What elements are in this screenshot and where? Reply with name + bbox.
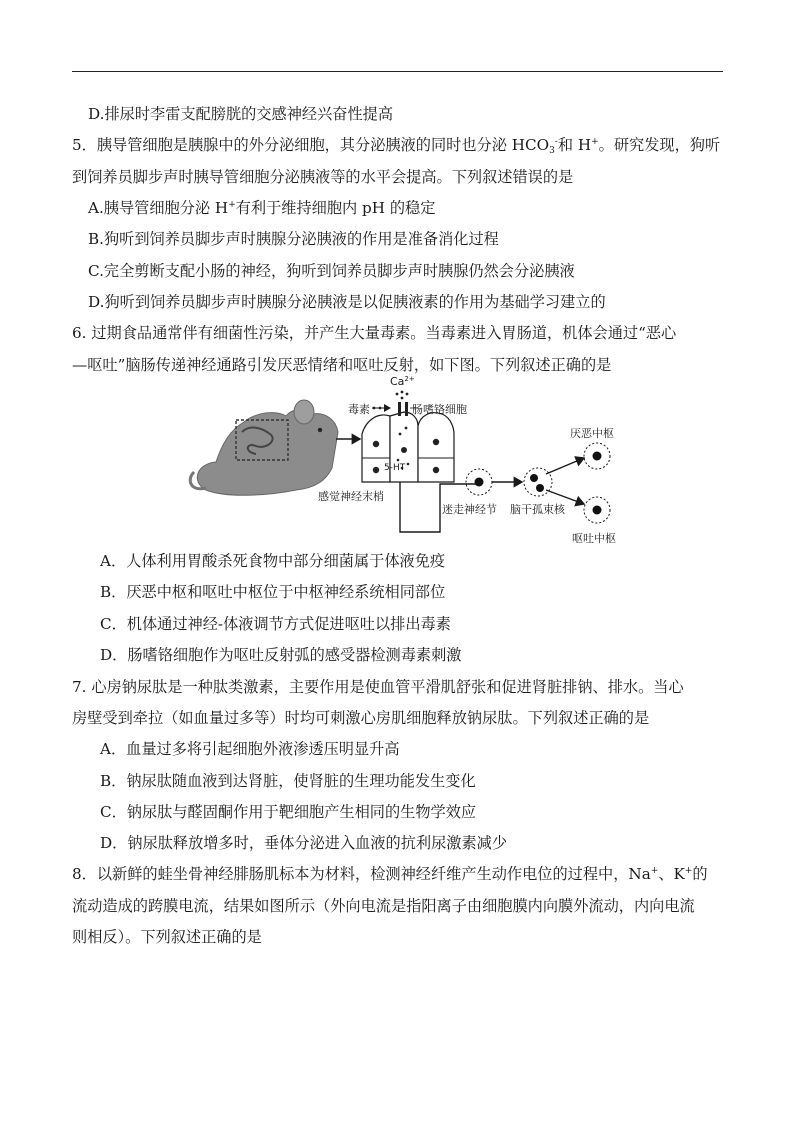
label-toxin: 毒素 xyxy=(348,403,370,416)
q5-option-a: A.胰导管细胞分泌 H+有利于维持细胞内 pH 的稳定 xyxy=(88,199,436,217)
q7-option-c: C．钠尿肽与醛固酮作用于靶细胞产生相同的生物学效应 xyxy=(100,803,477,821)
q6-figure xyxy=(186,372,626,550)
q6-option-c: C．机体通过神经-体液调节方式促进呕吐以排出毒素 xyxy=(100,615,451,633)
q4-option-d: D.排尿时李雷支配膀胱的交感神经兴奋性提高 xyxy=(88,105,394,123)
brainstem-nucleus-circle xyxy=(524,468,552,496)
q5-option-d: D.狗听到饲养员脚步声时胰腺分泌胰液是以促胰液素的作用为基础学习建立的 xyxy=(88,293,606,311)
q5-stem-line2: 到饲养员脚步声时胰导管细胞分泌胰液等的水平会提高。下列叙述错误的是 xyxy=(72,168,574,186)
label-aversion: 厌恶中枢 xyxy=(570,427,614,440)
q5-option-b: B.狗听到饲养员脚步声时胰腺分泌胰液的作用是准备消化过程 xyxy=(88,230,499,248)
q6-option-b: B．厌恶中枢和呕吐中枢位于中枢神经系统相同部位 xyxy=(100,583,446,601)
q8-stem-line2: 流动造成的跨膜电流，结果如图所示（外向电流是指阳离子由细胞膜内向膜外流动，内向电流 xyxy=(72,897,695,915)
label-sensory: 感觉神经末梢 xyxy=(318,490,384,503)
q6-option-a: A．人体利用胃酸杀死食物中部分细菌属于体液免疫 xyxy=(100,552,446,570)
q7-option-d: D．钠尿肽释放增多时，垂体分泌进入血液的抗利尿激素减少 xyxy=(100,834,508,852)
q7-stem-line1: 7. 心房钠尿肽是一种肽类激素，主要作用是使血管平滑肌舒张和促进肾脏排钠、排水。当心 xyxy=(72,678,684,696)
q7-option-a: A．血量过多将引起细胞外液渗透压明显升高 xyxy=(100,740,400,758)
label-brainstem: 脑干孤束核 xyxy=(510,503,565,516)
q6-stem-line1: 6. 过期食品通常伴有细菌性污染，并产生大量毒素。当毒素进入胃肠道，机体会通过“恶心 xyxy=(72,324,677,342)
q6-stem-line2: —呕吐”脑肠传递神经通路引发厌恶情绪和呕吐反射，如下图。下列叙述正确的是 xyxy=(72,356,612,374)
q5-option-c: C.完全剪断支配小肠的神经，狗听到饲养员脚步声时胰腺仍然会分泌胰液 xyxy=(88,262,575,280)
q8-stem-line1: 8．以新鲜的蛙坐骨神经腓肠肌标本为材料，检测神经纤维产生动作电位的过程中，Na+、K+的 xyxy=(72,865,708,883)
label-5ht: 5-HT xyxy=(384,463,406,473)
mouse-illustration xyxy=(190,400,338,495)
header-rule xyxy=(72,71,723,72)
label-vagus: 迷走神经节 xyxy=(442,503,497,516)
label-ec-cell: 肠嗜铬细胞 xyxy=(412,403,467,416)
q7-option-b: B．钠尿肽随血液到达肾脏，使肾脏的生理功能发生变化 xyxy=(100,772,476,790)
label-ca: $Ca^{2+}$ xyxy=(390,375,415,388)
q8-stem-line3: 则相反）。下列叙述正确的是 xyxy=(72,928,262,946)
label-vomit: 呕吐中枢 xyxy=(572,532,616,545)
q7-stem-line2: 房壁受到牵拉（如血量过多等）时均可刺激心房肌细胞释放钠尿肽。下列叙述正确的是 xyxy=(72,709,650,727)
q6-option-d: D．肠嗜铬细胞作为呕吐反射弧的感受器检测毒素刺激 xyxy=(100,646,462,664)
q5-stem-line1: 5．胰导管细胞是胰腺中的外分泌细胞，其分泌胰液的同时也分泌 $HCO_3^-$和 H+。研究发现，狗听 xyxy=(72,136,721,156)
